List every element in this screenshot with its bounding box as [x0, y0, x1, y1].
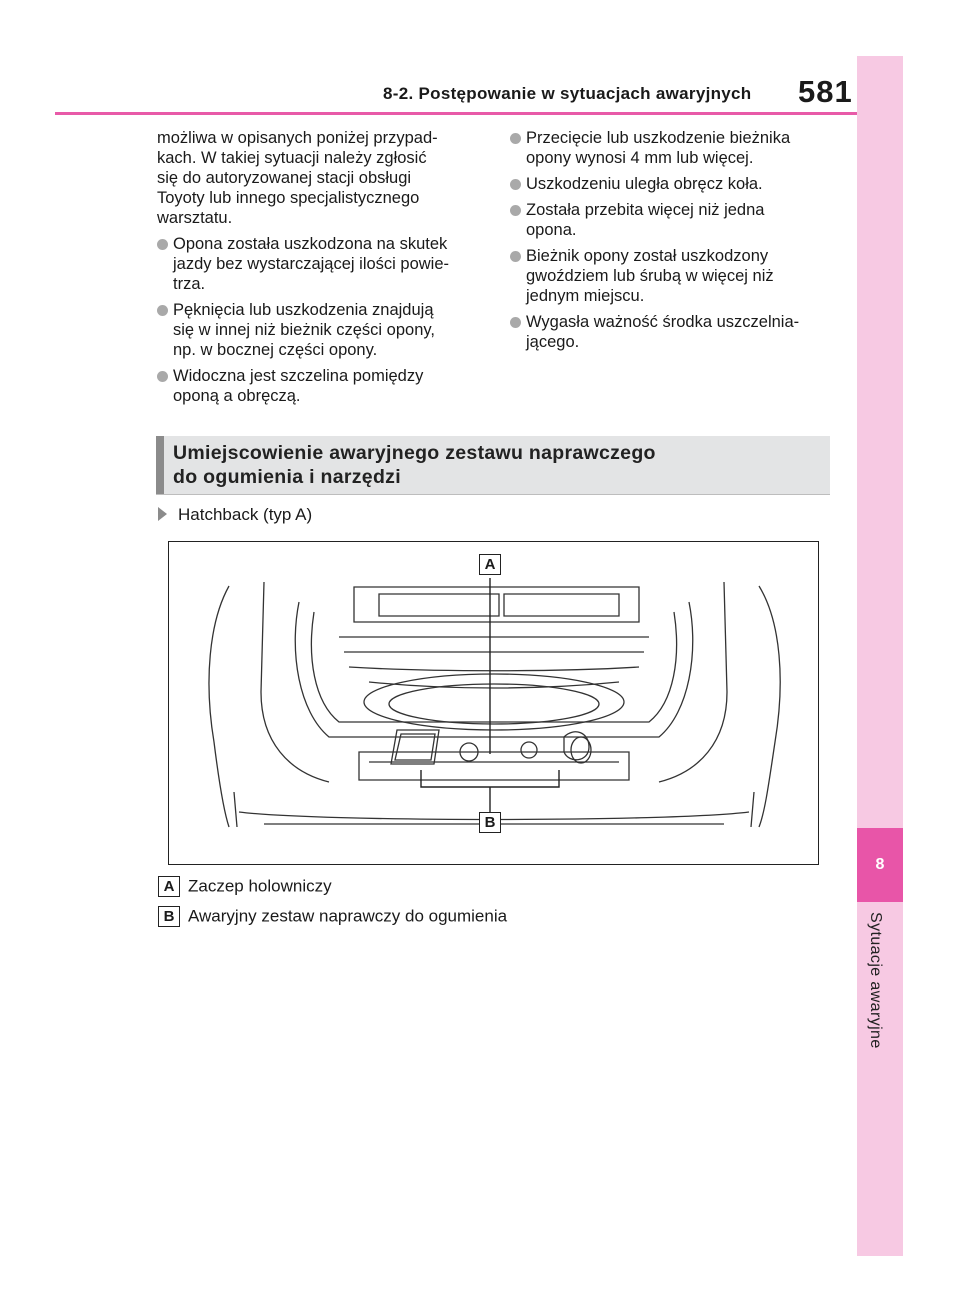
callout-label-b: B	[479, 812, 501, 833]
legend-key-b: B	[158, 906, 180, 927]
section-heading-text: Umiejscowienie awaryjnego zestawu naprawczego do ogumienia i narzędzi	[173, 442, 656, 488]
list-item-text: Pęknięcia lub uszkodzenia znajdują się w innej niż bieżnik części opony, np. w bocznej części opony.	[173, 301, 435, 359]
bullet-dot-icon	[157, 239, 168, 250]
legend-text-b: Awaryjny zestaw naprawczy do ogumienia	[188, 906, 508, 926]
legend-key-a: A	[158, 876, 180, 897]
bullet-dot-icon	[510, 317, 521, 328]
list-item-text: Została przebita więcej niż jedna opona.	[526, 201, 765, 239]
list-item	[157, 300, 487, 360]
list-item-text: Uszkodzeniu uległa obręcz koła.	[526, 175, 763, 193]
triangle-marker-icon	[158, 507, 167, 521]
list-item	[157, 234, 487, 294]
list-item-text: Przecięcie lub uszkodzenie bieżnika opony wynosi 4 mm lub więcej.	[526, 129, 791, 167]
right-column	[510, 128, 840, 358]
chapter-number: 8	[875, 856, 885, 873]
running-header: 8-2. Postępowanie w sytuacjach awaryjnych	[383, 84, 752, 103]
legend-item-a	[158, 876, 332, 897]
list-item	[157, 366, 487, 406]
legend-text-a: Zaczep holowniczy	[188, 876, 332, 896]
bullet-dot-icon	[510, 133, 521, 144]
section-heading	[156, 436, 830, 495]
bullet-dot-icon	[157, 371, 168, 382]
trunk-illustration	[168, 541, 819, 865]
list-item	[510, 246, 840, 306]
chapter-number-box[interactable]	[857, 828, 903, 902]
bullet-dot-icon	[510, 205, 521, 216]
list-item-text: Wygasła ważność środka uszczelnia- jącego.	[526, 313, 800, 351]
list-item	[510, 200, 840, 240]
list-item-text: Opona została uszkodzona na skutek jazdy bez wystarczającej ilości powie- trza.	[173, 235, 450, 293]
intro-paragraph: możliwa w opisanych poniżej przypad- kach. W takiej sytuacji należy zgłosić się do autoryzowanej stacji obsługi Toyoty lub innego specjalistycznego warsztatu.	[157, 129, 438, 227]
list-item	[510, 312, 840, 352]
legend-item-b	[158, 906, 507, 927]
callout-label-a: A	[479, 554, 501, 575]
list-item-text: Widoczna jest szczelina pomiędzy oponą a obręczą.	[173, 367, 424, 405]
bullet-dot-icon	[157, 305, 168, 316]
variant-label-text: Hatchback (typ A)	[178, 505, 313, 524]
page-number: 581	[798, 74, 853, 109]
bullet-dot-icon	[510, 179, 521, 190]
variant-label	[158, 505, 312, 525]
list-item-text: Bieżnik opony został uszkodzony gwoździem lub śrubą w więcej niż jednym miejscu.	[526, 247, 774, 305]
chapter-title: Sytuacje awaryjne	[867, 912, 884, 1049]
left-column	[157, 128, 487, 412]
bullet-dot-icon	[510, 251, 521, 262]
list-item	[510, 174, 840, 194]
chapter-side-tab	[857, 56, 903, 1256]
list-item	[510, 128, 840, 168]
section-heading-bar	[156, 436, 164, 494]
header-rule	[55, 112, 857, 115]
